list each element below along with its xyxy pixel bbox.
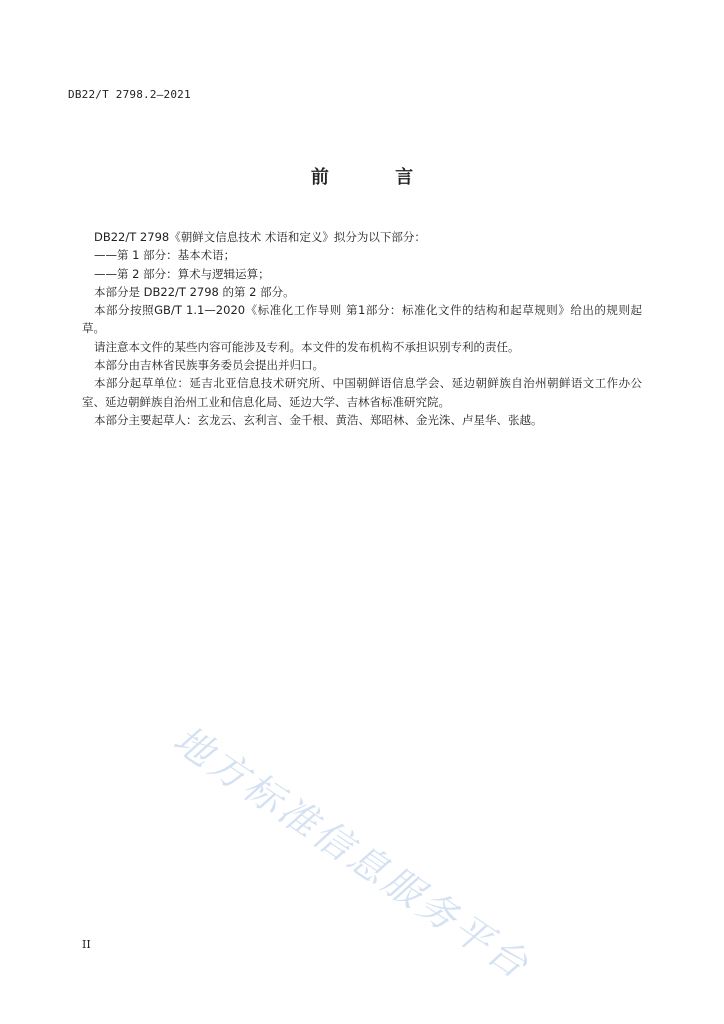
paragraph-patent-notice: 请注意本文件的某些内容可能涉及专利。本文件的发布机构不承担识别专利的责任。 <box>94 339 520 354</box>
paragraph-drafting-rules: 本部分按照GB/T 1.1—2020《标准化工作导则 第1部分：标准化文件的结构和起草规则》给出的规则起草。 <box>82 303 642 336</box>
watermark-text: 地方标准信息服务平台 <box>165 717 539 989</box>
standard-code-header: DB22/T 2798.2—2021 <box>68 88 191 101</box>
page-number: II <box>82 938 91 951</box>
paragraph-part-1: ——第 1 部分：基本术语； <box>94 248 236 263</box>
paragraph-this-part: 本部分是 DB22/T 2798 的第 2 部分。 <box>94 284 295 299</box>
paragraph-parts-intro: DB22/T 2798《朝鲜文信息技术 术语和定义》拟分为以下部分： <box>94 230 426 244</box>
paragraph-proposer: 本部分由吉林省民族事务委员会提出并归口。 <box>94 358 324 373</box>
paragraph-drafters: 本部分主要起草人：玄龙云、玄利言、金千根、黄浩、郑昭林、金光洙、卢星华、张越。 <box>94 412 543 427</box>
foreword-body <box>82 228 642 429</box>
page-title: 前 言 <box>310 167 444 188</box>
paragraph-drafting-units: 本部分起草单位：延吉北亚信息技术研究所、中国朝鲜语信息学会、延边朝鲜族自治州朝鲜语文工作办公室、延边朝鲜族自治州工业和信息化局、延边大学、吉林省标准研究院。 <box>82 376 642 409</box>
paragraph-part-2: ——第 2 部分：算术与逻辑运算； <box>94 266 270 281</box>
